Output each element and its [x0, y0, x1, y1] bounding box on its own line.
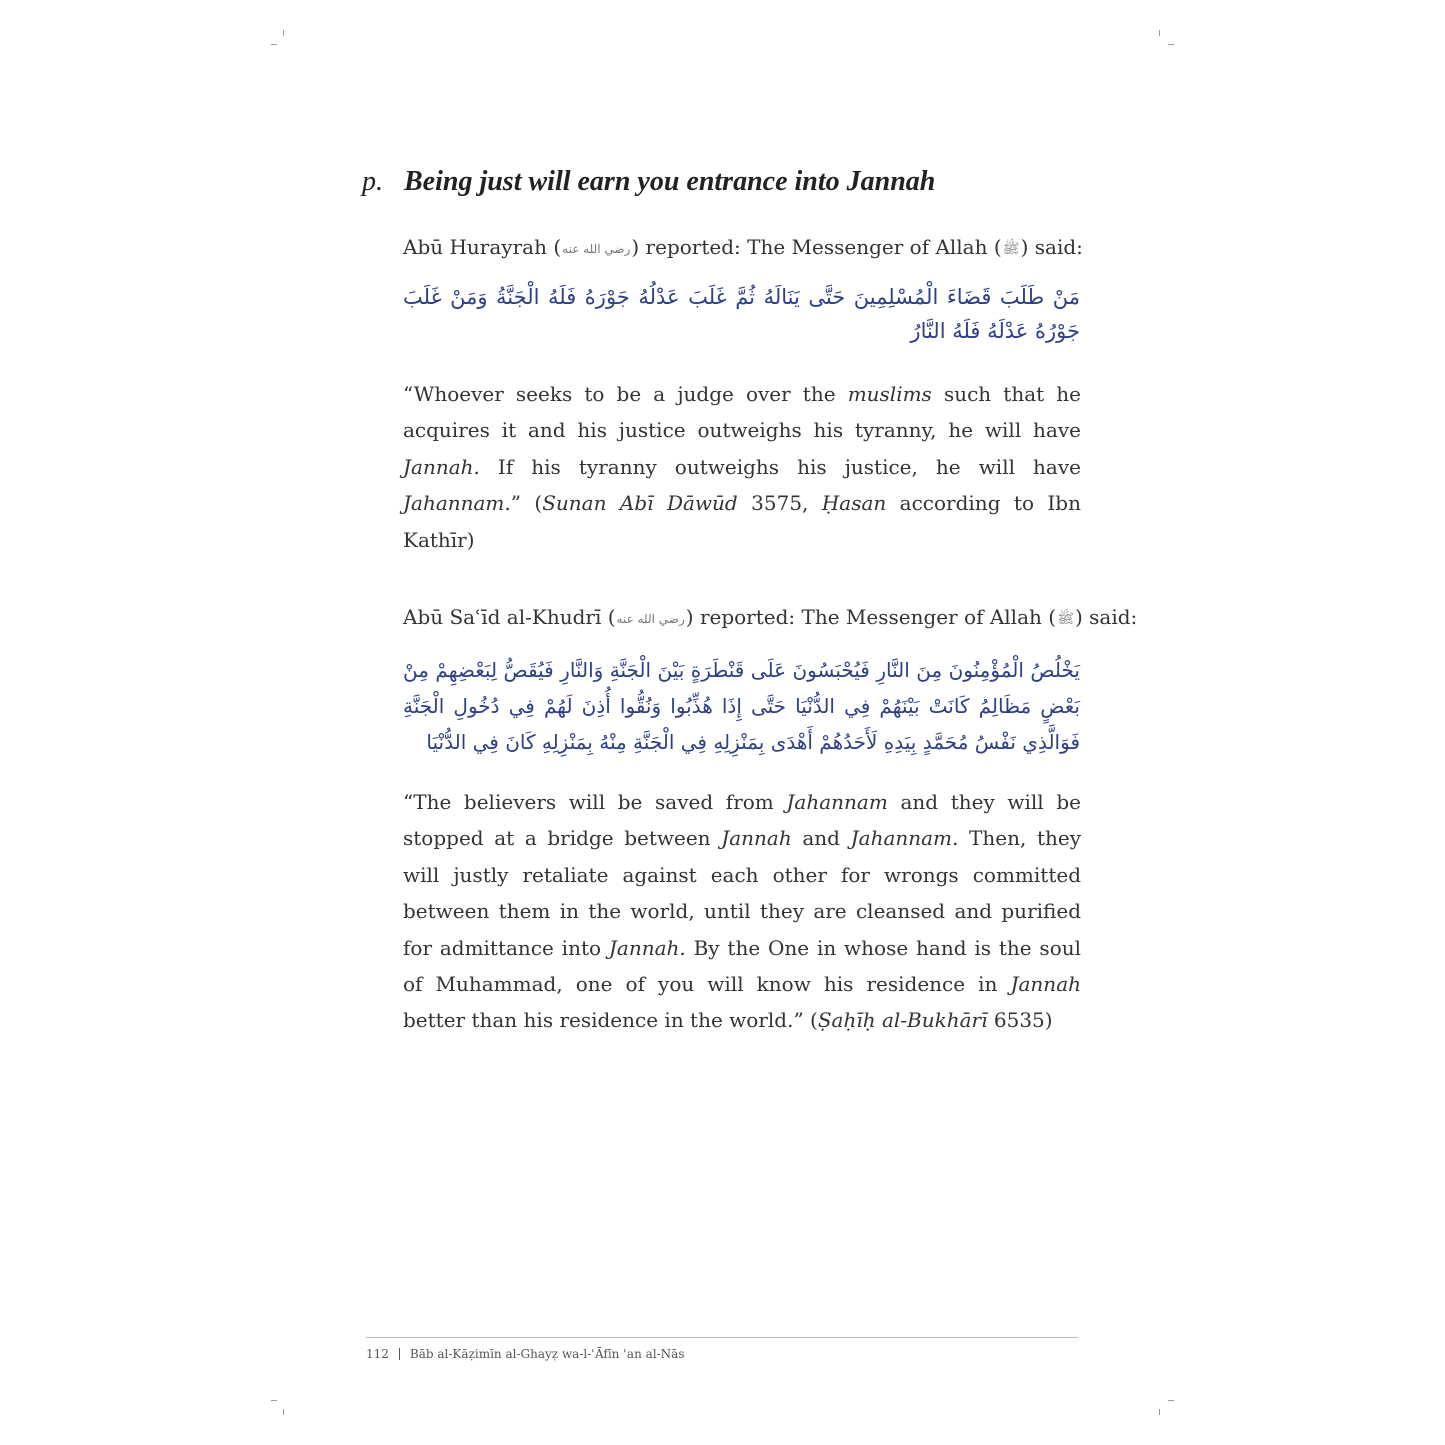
translation-term: muslims: [847, 382, 932, 406]
prophet-honorific-icon: ﷺ: [1002, 240, 1020, 257]
hadith-2-narrator-mid: reported: The Messenger of Allah: [699, 605, 1042, 629]
section-letter: p.: [362, 166, 383, 197]
translation-text: 6535): [987, 1008, 1053, 1033]
translation-term: Jannah.: [608, 935, 686, 960]
translation-text: “The believers will be saved from: [403, 790, 787, 814]
crop-mark-bottom-left-2: [271, 1400, 277, 1401]
grading-term: Ḥasan: [821, 491, 887, 516]
translation-text: better than his residence in the world.” (: [403, 1008, 818, 1033]
crop-mark-top-left-2: [271, 44, 277, 45]
section-title: Being just will earn you entrance into Jannah: [404, 166, 936, 197]
page-footer: [366, 1347, 684, 1361]
hadith-2-translation: [403, 784, 1081, 1039]
translation-text: such that he acquires it and his justice outweighs his tyranny, he will have: [403, 382, 1081, 443]
companion-honorific-icon: رضي الله عنه: [616, 611, 685, 626]
translation-text: and: [791, 826, 851, 851]
translation-text: By the One in whose hand is the soul of Muhammad, one of you will know his residence in: [403, 935, 1082, 997]
translation-text: and they will be stopped at a bridge between: [403, 790, 1081, 851]
footer-rule: [366, 1337, 1078, 1338]
crop-mark-bottom-right-2: [1168, 1400, 1174, 1401]
book-title: Bāb al-Kāẓimīn al-Ghayẓ wa-l-ʿĀfīn ʿan al-Nās: [409, 1347, 685, 1361]
companion-honorific-icon: رضي الله عنه: [562, 241, 631, 256]
translation-text: “Whoever seeks to be a judge over the: [403, 382, 848, 406]
crop-mark-top-left: [283, 30, 284, 36]
translation-text: according to Ibn Kathīr): [403, 491, 1081, 552]
crop-mark-top-right: [1159, 30, 1160, 36]
translation-text: 3575,: [737, 491, 822, 516]
hadith-2-arabic-text: يَخْلُصُ الْمُؤْمِنُونَ مِنَ النَّارِ فَيُحْبَسُونَ عَلَى قَنْطَرَةٍ بَيْنَ الْجَنَّةِ وَالنَّارِ فَيُقَصُّ لِبَعْضِهِمْ مِنْ بَعْضٍ مَظَالِمُ كَانَتْ بَيْنَهُمْ فِي الدُّنْيَا حَتَّى إِذَا هُذِّبُوا وَنُقُّوا أُذِنَ لَهُمْ فِي دُخُولِ الْجَنَّةِ فَوَالَّذِي نَفْسُ مُحَمَّدٍ بِيَدِهِ لَأَحَدُهُمْ أَهْدَى بِمَنْزِلِهِ فِي الْجَنَّةِ مِنْهُ بِمَنْزِلِهِ كَانَ فِي الدُّنْيَا: [403, 658, 1080, 754]
translation-term: Jannah.: [403, 454, 480, 479]
translation-term: Jahannam.: [403, 491, 511, 516]
source-title: Sunan Abī Dāwūd: [542, 491, 738, 516]
translation-text: ” (: [510, 491, 543, 516]
page-number: 112: [366, 1347, 389, 1361]
hadith-1-narrator-mid: reported: The Messenger of Allah: [645, 235, 988, 259]
hadith-1-narrator-end: said:: [1034, 235, 1083, 259]
translation-text: If his tyranny outweighs his justice, he will have: [479, 454, 1081, 479]
hadith-2-narrator-end: said:: [1089, 605, 1138, 629]
translation-text: Then, they will justly retaliate against each other for wrongs committed between them in the world, until they are cleansed and purified for admittance into: [403, 826, 1082, 960]
hadith-1-arabic-text: مَنْ طَلَبَ قَضَاءَ الْمُسْلِمِينَ حَتَّى يَنَالَهُ ثُمَّ غَلَبَ عَدْلُهُ جَوْرَهُ فَلَهُ الْجَنَّةُ وَمَنْ غَلَبَ جَوْرُهُ عَدْلَهُ فَلَهُ النَّارُ: [403, 285, 1080, 343]
crop-mark-bottom-right: [1159, 1409, 1160, 1415]
crop-mark-top-right-2: [1168, 44, 1174, 45]
hadith-2-narrator-line: Abū Saʿīd al-Khudrī (رضي الله عنه) reported: The Messenger of Allah (ﷺ) said:: [403, 603, 1083, 633]
source-title: Ṣaḥīḥ al-Bukhārī: [817, 1008, 988, 1033]
hadith-1-translation: [403, 376, 1081, 558]
translation-term: Jannah: [1010, 972, 1081, 997]
translation-term: Jahannam.: [850, 826, 959, 851]
hadith-1-narrator-name: Abū Hurayrah: [403, 235, 547, 259]
footer-separator: [399, 1348, 400, 1360]
hadith-2-narrator-name: Abū Saʿīd al-Khudrī: [403, 605, 602, 629]
section-heading: [362, 166, 1082, 214]
translation-term: Jannah: [721, 826, 792, 851]
crop-mark-bottom-left: [283, 1409, 284, 1415]
translation-term: Jahannam: [786, 790, 888, 814]
prophet-honorific-icon: ﷺ: [1057, 610, 1074, 627]
hadith-1-narrator-line: Abū Hurayrah (رضي الله عنه) reported: The Messenger of Allah (ﷺ) said:: [403, 233, 1083, 263]
